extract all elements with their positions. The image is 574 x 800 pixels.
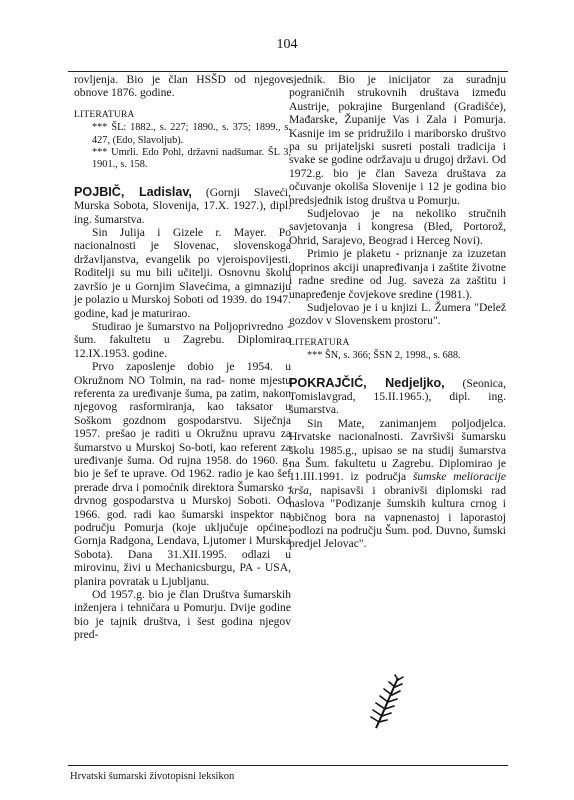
- entry-intro: (Seonica, Tomislavgrad, 15.II.1965.), dipl. ing. šumarstva.: [289, 376, 506, 417]
- running-footer: Hrvatski šumarski životopisni leksikon: [70, 771, 235, 782]
- body-paragraph: Sin Julija i Gizele r. Mayer. Po nacionalnosti je Slovenac, slovenskoga državljanstva, evangelik po vjeroispovijesti. Roditelji su mu bili učitelji. Osnovnu školu završio je u Gornjim Slavećima, a gimnaziju je polazio u Murskoj Soboti od 1939. do 1947. godine, kad je maturirao.: [74, 226, 291, 320]
- continuation-text: rovljenja. Bio je član HSŠD od njegove obnove 1876. godine.: [74, 73, 291, 100]
- body-paragraph: Primio je plaketu - priznanje za izuzetan doprinos akciji unapređivanja i zaštite životne i radne sredine od Jug. saveza za zaštitu i unapređenje čovjekove sredine (1981.).: [289, 247, 506, 301]
- left-column: [74, 73, 291, 642]
- right-column: [289, 73, 506, 551]
- body-paragraph: Sudjelovao je i u knjizi L. Žumera "Delež gozdov v Slovenskem prostoru".: [289, 300, 506, 328]
- paragraph-text: Sin Mate, zanimanjem poljodjelca. Hrvatske nacionalnosti. Završivši šumarsku školu 1985.g., upisao se na studij šumarstva na Šum. fakultetu u Zagrebu. Diplomirao je 11.III.1991. iz područja: [289, 416, 506, 484]
- body-paragraph: Od 1957.g. bio je član Društva šumarskih inženjera i tehničara u Pomurju. Dvije godine bio je tajnik društva, i šest godina njegov pred-: [74, 588, 291, 642]
- body-paragraph: Prvo zaposlenje dobio je 1954. u Okružnom NO Tolmin, na rad- nome mjestu referenta za uređivanje šuma, pa zatim, nakon njegovog rasformiranja, kao taksator u Soškom gozdnom gospodarstvu. Siječnja 1957. prešao je raditi u Okružnu upravu za šumarstvo u Murskoj So-boti, kao referent za uređivanje šuma. Od rujna 1958. do 1960. g. bio je šef te uprave. Od 1962. radio je kao šef prerade drva i pomoćnik direktora Šumarsko - drvnog gospodarstva u Murskoj Soboti. Od 1966. god. radi kao šumarski inspektor na području Pomurja (koje uključuje općine: Gornja Radgona, Lendava, Ljutomer i Murska Sobota). Dana 31.XII.1995. odlazi u mirovinu, živi u Mechanicsburgu, PA - USA, planira povratak u Ljubljanu.: [74, 360, 291, 588]
- header-rule: [68, 71, 508, 72]
- entry-intro: (Gornji Slaveći, Murska Sobota, Slovenija, 17.X. 1927.), dipl. ing. šumarstva.: [74, 185, 291, 226]
- literature-heading: LITERATURA: [74, 109, 135, 120]
- literature-ref: *** ŠL: 1882., s. 227; 1890., s. 375; 1899., s. 427, (Edo, Slavoljub).: [92, 122, 291, 146]
- paragraph-text: , napisavši i obranivši diplomski rad naslova "Podizanje šumskih kultura crnog i običnog bora na vapnenastoj i laporastoj podlozi na području Šum. pod. Duvno, šumski predjel Jelovac".: [289, 483, 506, 551]
- pine-branch-icon: [368, 672, 408, 732]
- body-paragraph: Studirao je šumarstvo na Poljoprivredno - šum. fakultetu u Zagrebu. Diplomirao 12.IX.1953. godine.: [74, 319, 291, 360]
- literature-heading: LITERATURA: [289, 337, 350, 348]
- body-paragraph: [289, 417, 506, 551]
- body-paragraph: Sudjelovao je na nekoliko stručnih savjetovanja i kongresa (Bled, Portorož, Ohrid, Sarajevo, Beograd i Herceg Novi).: [289, 207, 506, 247]
- literature-ref: *** ŠN, s. 366; ŠSN 2, 1998., s. 688.: [307, 350, 461, 362]
- footer-rule: [68, 765, 508, 766]
- entry-heading: [289, 377, 506, 417]
- entry-headword: POJBIČ, Ladislav,: [74, 184, 192, 199]
- entry-heading: [74, 186, 291, 226]
- body-paragraph: sjednik. Bio je inicijator za suradnju pograničnih strukovnih društava između Austrije, pokrajine Burgenland (Gradišće), Mađarske, Županije Vas i Zala i Pomurja. Kasnije im se pridružilo i mariborsko društvo pa su prijateljski susreti postali tradicija i svake se godine održavaju u drugoj državi. Od 1972.g. bio je član Saveza društava za očuvanje okoliša Slovenije i 12 je godina bio predsjednik istog društva u Pomurju.: [289, 73, 506, 207]
- page-number: 104: [276, 37, 298, 52]
- literature-ref: *** Umrli. Edo Pohl, državni nadšumar. ŠL 3, 1901., s. 158.: [92, 147, 291, 171]
- italic-term: šumske melioracije krša: [289, 470, 506, 497]
- entry-headword: POKRAJČIĆ, Nedjeljko,: [289, 375, 445, 390]
